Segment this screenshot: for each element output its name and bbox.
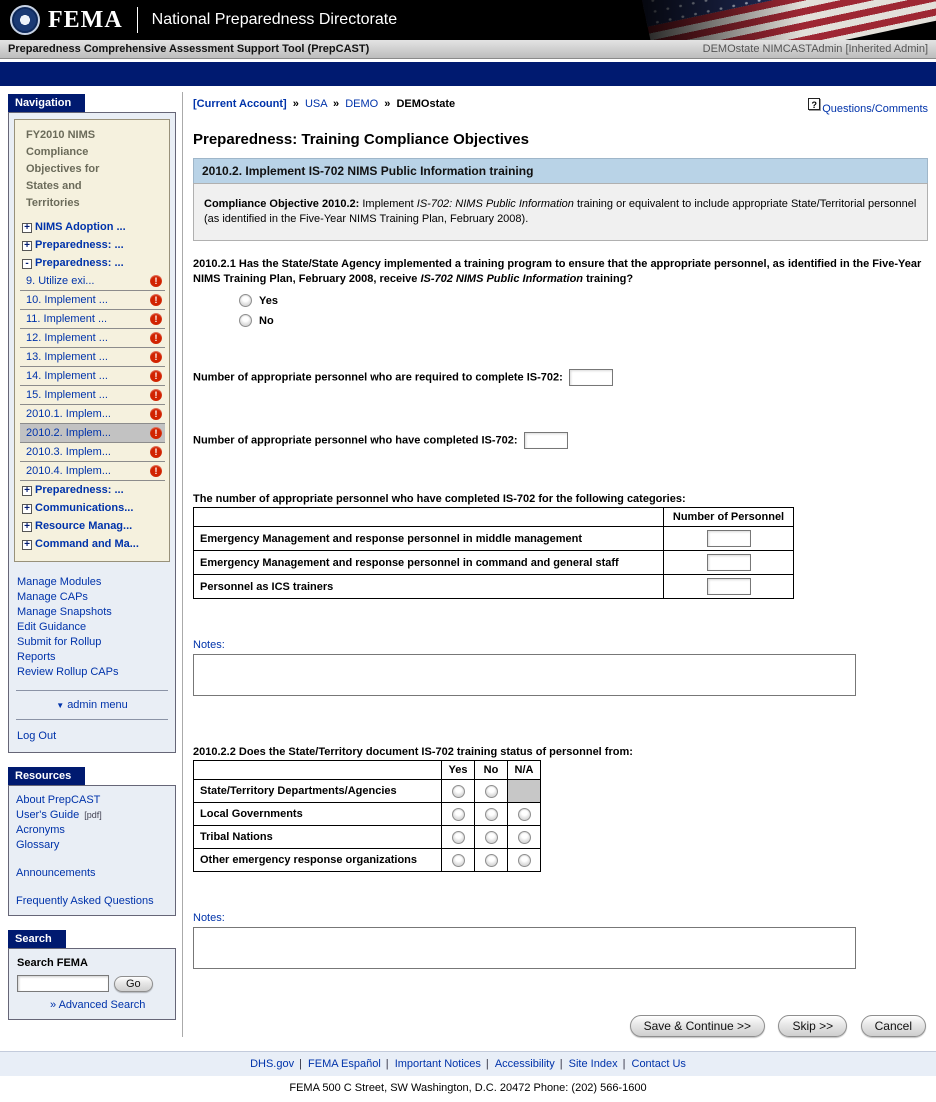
table-row <box>194 803 541 826</box>
nav-tree-item-label[interactable]: 2010.4. Implem... <box>26 465 111 477</box>
footer-link[interactable]: DHS.gov <box>250 1058 295 1070</box>
header-divider <box>137 7 138 33</box>
nav-tree-item[interactable] <box>20 424 165 443</box>
logout-row <box>14 728 170 746</box>
breadcrumb-separator: » <box>333 98 340 110</box>
table-row <box>194 826 541 849</box>
category-label: Personnel as ICS trainers <box>194 575 664 599</box>
navy-bar <box>0 62 936 86</box>
sidebar-link[interactable]: Manage Snapshots <box>17 606 112 618</box>
na-header: N/A <box>508 761 541 780</box>
fema-logo-text: FEMA <box>48 6 123 33</box>
resource-item <box>16 894 170 908</box>
empty-header-cell <box>194 508 664 527</box>
chevron-down-icon: ▼ <box>56 701 65 710</box>
main-content <box>182 92 930 1037</box>
nav-tree-item[interactable] <box>20 499 165 517</box>
search-badge: Search <box>8 930 66 948</box>
na-cell <box>508 803 541 826</box>
resources-box <box>8 785 176 916</box>
status-row-label: Local Governments <box>194 803 442 826</box>
search-input[interactable] <box>17 975 109 992</box>
alert-icon: ! <box>150 408 162 420</box>
table-header-row <box>194 761 541 780</box>
resource-item <box>16 808 170 822</box>
tree-toggle-icon[interactable]: + <box>22 504 32 514</box>
no-cell <box>475 826 508 849</box>
table-row <box>194 575 794 599</box>
resource-item <box>16 838 170 852</box>
directorate-title: National Preparedness Directorate <box>151 11 398 28</box>
nav-tree-item[interactable] <box>20 481 165 499</box>
admin-menu[interactable] <box>14 699 170 711</box>
personnel-count-input[interactable] <box>707 578 751 595</box>
tree-toggle-icon[interactable]: + <box>22 241 32 251</box>
resource-item <box>16 823 170 837</box>
q1-italic: IS-702 NIMS Public Information <box>420 273 584 285</box>
search-go-button[interactable]: Go <box>114 976 153 992</box>
navigation-badge: Navigation <box>8 94 85 112</box>
yes-header: Yes <box>442 761 475 780</box>
alert-icon: ! <box>150 332 162 344</box>
radio-no[interactable] <box>485 854 498 867</box>
notes-textarea-2[interactable] <box>193 927 856 969</box>
notes-label-2: Notes: <box>193 912 225 924</box>
nav-tree-item-label[interactable]: 11. Implement ... <box>26 313 108 325</box>
cancel-button[interactable]: Cancel <box>861 1015 926 1037</box>
nav-tree-item-label[interactable]: Preparedness: ... <box>35 239 124 251</box>
search-box <box>8 948 176 1020</box>
yes-cell <box>442 826 475 849</box>
nav-tree-item[interactable] <box>20 254 165 272</box>
question-2010-2-2: 2010.2.2 Does the State/Territory document IS-702 training status of personnel from: <box>193 746 633 758</box>
radio-yes[interactable] <box>452 854 465 867</box>
personnel-categories-table <box>193 507 794 599</box>
nav-tree-item-label[interactable]: 10. Implement ... <box>26 294 108 306</box>
tree-toggle-icon[interactable]: + <box>22 522 32 532</box>
alert-icon: ! <box>150 275 162 287</box>
skip-button[interactable]: Skip >> <box>778 1015 847 1037</box>
yes-cell <box>442 803 475 826</box>
radio-yes[interactable] <box>239 294 252 307</box>
help-icon[interactable]: ? <box>808 98 820 110</box>
dhs-seal-logo <box>10 5 40 35</box>
logout-link[interactable]: Log Out <box>17 730 57 742</box>
radio-yes[interactable] <box>452 831 465 844</box>
search-row <box>17 975 170 992</box>
personnel-count-input[interactable] <box>707 530 751 547</box>
sidebar-link[interactable]: Reports <box>17 651 56 663</box>
resource-link[interactable]: Glossary <box>16 839 60 851</box>
nav-tree-item[interactable] <box>20 517 165 535</box>
resource-item <box>16 866 170 880</box>
alert-icon: ! <box>150 446 162 458</box>
table-row <box>194 527 794 551</box>
app-title-bar <box>0 40 936 59</box>
objective-post: training or equivalent to include appropriate State/Territorial personnel (as identified in the Five-Year NIMS Training Plan, February 2008). <box>204 198 917 225</box>
notes-textarea[interactable] <box>193 654 856 696</box>
breadcrumb-separator: » <box>384 98 391 110</box>
no-cell <box>475 849 508 872</box>
table-row <box>194 780 541 803</box>
alert-icon: ! <box>150 389 162 401</box>
category-label: Emergency Management and response personnel in command and general staff <box>194 551 664 575</box>
alert-icon: ! <box>150 465 162 477</box>
category-label: Emergency Management and response personnel in middle management <box>194 527 664 551</box>
questions-comments <box>808 98 928 115</box>
page-title: Preparedness: Training Compliance Objectives <box>193 131 529 148</box>
radio-na[interactable] <box>518 854 531 867</box>
option-no-row <box>239 314 928 327</box>
sidebar <box>8 92 176 1032</box>
status-row-label: Tribal Nations <box>194 826 442 849</box>
save-continue-button[interactable]: Save & Continue >> <box>630 1015 765 1037</box>
table-row <box>194 849 541 872</box>
nav-tree-item-label[interactable]: Communications... <box>35 502 134 514</box>
training-status-table <box>193 760 541 872</box>
resource-link[interactable]: Frequently Asked Questions <box>16 895 154 907</box>
breadcrumb-demo[interactable]: DEMO <box>345 98 379 110</box>
question-2010-2-1 <box>193 257 928 287</box>
radio-yes[interactable] <box>452 785 465 798</box>
required-personnel-label: Number of appropriate personnel who are required to complete IS-702: <box>193 371 563 384</box>
no-header: No <box>475 761 508 780</box>
q1-pre: 2010.2.1 Has the State/State Agency implemented a training program to ensure that the appropriate personnel, as identified in the Five-Year NIMS Training Plan, February 2008, receive <box>193 258 922 285</box>
categories-table-caption: The number of appropriate personnel who have completed IS-702 for the following categories: <box>193 493 686 505</box>
sidebar-link[interactable]: Submit for Rollup <box>17 636 102 648</box>
action-buttons <box>193 1015 928 1037</box>
us-flag-image <box>586 0 936 40</box>
completed-personnel-label: Number of appropriate personnel who have completed IS-702: <box>193 434 518 447</box>
q1-post: training? <box>583 273 634 285</box>
footer-link[interactable]: | Accessibility <box>481 1058 555 1070</box>
nav-tree-item-label[interactable]: Preparedness: ... <box>35 484 124 496</box>
sidebar-link[interactable]: Edit Guidance <box>17 621 87 633</box>
nav-tree-item-label[interactable]: Preparedness: ... <box>35 257 124 269</box>
objective-pre: Implement <box>359 198 417 210</box>
nav-tree-item-label[interactable]: 15. Implement ... <box>26 389 108 401</box>
number-of-personnel-header: Number of Personnel <box>664 508 794 527</box>
nav-tree-item[interactable] <box>20 218 165 236</box>
app-title: Preparedness Comprehensive Assessment Support Tool (PrepCAST) <box>8 43 370 55</box>
sidebar-links <box>14 562 170 682</box>
tree-toggle-icon[interactable]: + <box>22 486 32 496</box>
status-row-label: Other emergency response organizations <box>194 849 442 872</box>
radio-no[interactable] <box>239 314 252 327</box>
na-cell <box>508 780 541 803</box>
radio-na[interactable] <box>518 831 531 844</box>
radio-no[interactable] <box>485 831 498 844</box>
radio-na[interactable] <box>518 808 531 821</box>
resources-badge: Resources <box>8 767 85 785</box>
tree-toggle-icon[interactable]: + <box>22 540 32 550</box>
nav-tree-item-label[interactable]: 9. Utilize exi... <box>26 275 95 287</box>
objective-lead: Compliance Objective 2010.2: <box>204 198 360 210</box>
alert-icon: ! <box>150 313 162 325</box>
required-personnel-input[interactable] <box>569 369 613 386</box>
radio-no[interactable] <box>485 808 498 821</box>
radio-no[interactable] <box>485 785 498 798</box>
category-value-cell <box>664 527 794 551</box>
footer-link[interactable]: | Contact Us <box>618 1058 686 1070</box>
alert-icon: ! <box>150 294 162 306</box>
nav-tree-item-label[interactable]: 2010.3. Implem... <box>26 446 111 458</box>
no-label: No <box>259 314 274 327</box>
nav-tree-item-label[interactable]: 14. Implement ... <box>26 370 108 382</box>
advanced-search-link[interactable]: » Advanced Search <box>50 999 146 1011</box>
nav-tree-item[interactable] <box>20 405 165 424</box>
section-header: 2010.2. Implement IS-702 NIMS Public Information training <box>193 158 928 183</box>
search-fema-label: Search FEMA <box>17 957 88 969</box>
nav-tree-item-label[interactable]: 2010.1. Implem... <box>26 408 111 420</box>
navigation-box <box>8 112 176 753</box>
no-cell <box>475 780 508 803</box>
app-header <box>0 0 936 40</box>
nav-tree-item[interactable] <box>20 367 165 386</box>
content <box>0 86 936 1037</box>
questions-comments-link[interactable]: Questions/Comments <box>822 103 928 115</box>
breadcrumb-current: DEMOstate <box>396 98 456 110</box>
nav-tree-item[interactable] <box>20 386 165 405</box>
admin-menu-link[interactable]: admin menu <box>67 699 128 711</box>
completed-personnel-row <box>193 432 928 449</box>
alert-icon: ! <box>150 351 162 363</box>
breadcrumb-current-account[interactable]: [Current Account] <box>193 98 287 110</box>
na-cell <box>508 826 541 849</box>
required-personnel-row <box>193 369 928 386</box>
nav-tree-item[interactable] <box>20 329 165 348</box>
nav-tree-title: FY2010 NIMS Compliance Objectives for States and Territories <box>26 129 100 209</box>
alert-icon: ! <box>150 427 162 439</box>
nav-tree-item-label[interactable]: Command and Ma... <box>35 538 139 550</box>
breadcrumb-usa[interactable]: USA <box>304 98 327 110</box>
yes-label: Yes <box>259 294 278 307</box>
pdf-tag: [pdf] <box>84 810 102 820</box>
option-yes-row <box>239 294 928 307</box>
nav-tree-item[interactable] <box>20 535 165 553</box>
notes-label: Notes: <box>193 639 225 651</box>
nav-tree-item-label[interactable]: 13. Implement ... <box>26 351 108 363</box>
nav-tree-item[interactable] <box>20 310 165 329</box>
resource-link[interactable]: Acronyms <box>16 824 65 836</box>
radio-yes[interactable] <box>452 808 465 821</box>
objective-italic: IS-702: NIMS Public Information <box>416 198 574 210</box>
table-row <box>194 551 794 575</box>
breadcrumb-separator: » <box>292 98 299 110</box>
top-row <box>193 98 928 115</box>
alert-icon: ! <box>150 370 162 382</box>
footer-link[interactable]: | FEMA Español <box>294 1058 381 1070</box>
footer-link[interactable]: | Important Notices <box>381 1058 481 1070</box>
personnel-count-input[interactable] <box>707 554 751 571</box>
tree-toggle-icon[interactable]: + <box>22 223 32 233</box>
tree-toggle-icon[interactable]: - <box>22 259 32 269</box>
sidebar-link[interactable]: Review Rollup CAPs <box>17 666 119 678</box>
nav-tree-item[interactable] <box>20 462 165 481</box>
nav-tree-item[interactable] <box>20 348 165 367</box>
breadcrumb <box>193 98 455 110</box>
user-info: DEMOstate NIMCASTAdmin [Inherited Admin] <box>702 43 928 55</box>
resource-link[interactable]: Announcements <box>16 867 96 879</box>
yes-cell <box>442 780 475 803</box>
footer <box>0 1051 936 1102</box>
nav-tree-item-label[interactable]: NIMS Adoption ... <box>35 221 126 233</box>
resource-link[interactable]: User's Guide <box>16 809 80 821</box>
nav-tree-item-label[interactable]: Resource Manag... <box>35 520 133 532</box>
na-cell <box>508 849 541 872</box>
yes-cell <box>442 849 475 872</box>
sidebar-link[interactable]: Manage CAPs <box>17 591 88 603</box>
category-value-cell <box>664 575 794 599</box>
nav-tree <box>20 218 165 553</box>
footer-address: FEMA 500 C Street, SW Washington, D.C. 20472 Phone: (202) 566-1600 <box>0 1076 936 1102</box>
empty-header-cell <box>194 761 442 780</box>
divider <box>16 690 168 691</box>
nav-tree-item[interactable] <box>20 236 165 254</box>
flag-fade <box>586 0 936 40</box>
completed-personnel-input[interactable] <box>524 432 568 449</box>
sidebar-link[interactable]: Manage Modules <box>17 576 102 588</box>
nav-tree-item[interactable] <box>20 272 165 291</box>
nav-tree-item[interactable] <box>20 443 165 462</box>
nav-tree-item[interactable] <box>20 291 165 310</box>
category-value-cell <box>664 551 794 575</box>
nav-tree-item-label[interactable]: 12. Implement ... <box>26 332 108 344</box>
footer-links <box>0 1051 936 1076</box>
nav-tree-box <box>14 119 170 562</box>
resource-item <box>16 793 170 807</box>
status-row-label: State/Territory Departments/Agencies <box>194 780 442 803</box>
objective-box <box>193 183 928 241</box>
footer-link[interactable]: | Site Index <box>555 1058 618 1070</box>
table-header-row <box>194 508 794 527</box>
no-cell <box>475 803 508 826</box>
divider <box>16 719 168 720</box>
resource-link[interactable]: About PrepCAST <box>16 794 101 806</box>
nav-tree-item-label[interactable]: 2010.2. Implem... <box>26 427 111 439</box>
